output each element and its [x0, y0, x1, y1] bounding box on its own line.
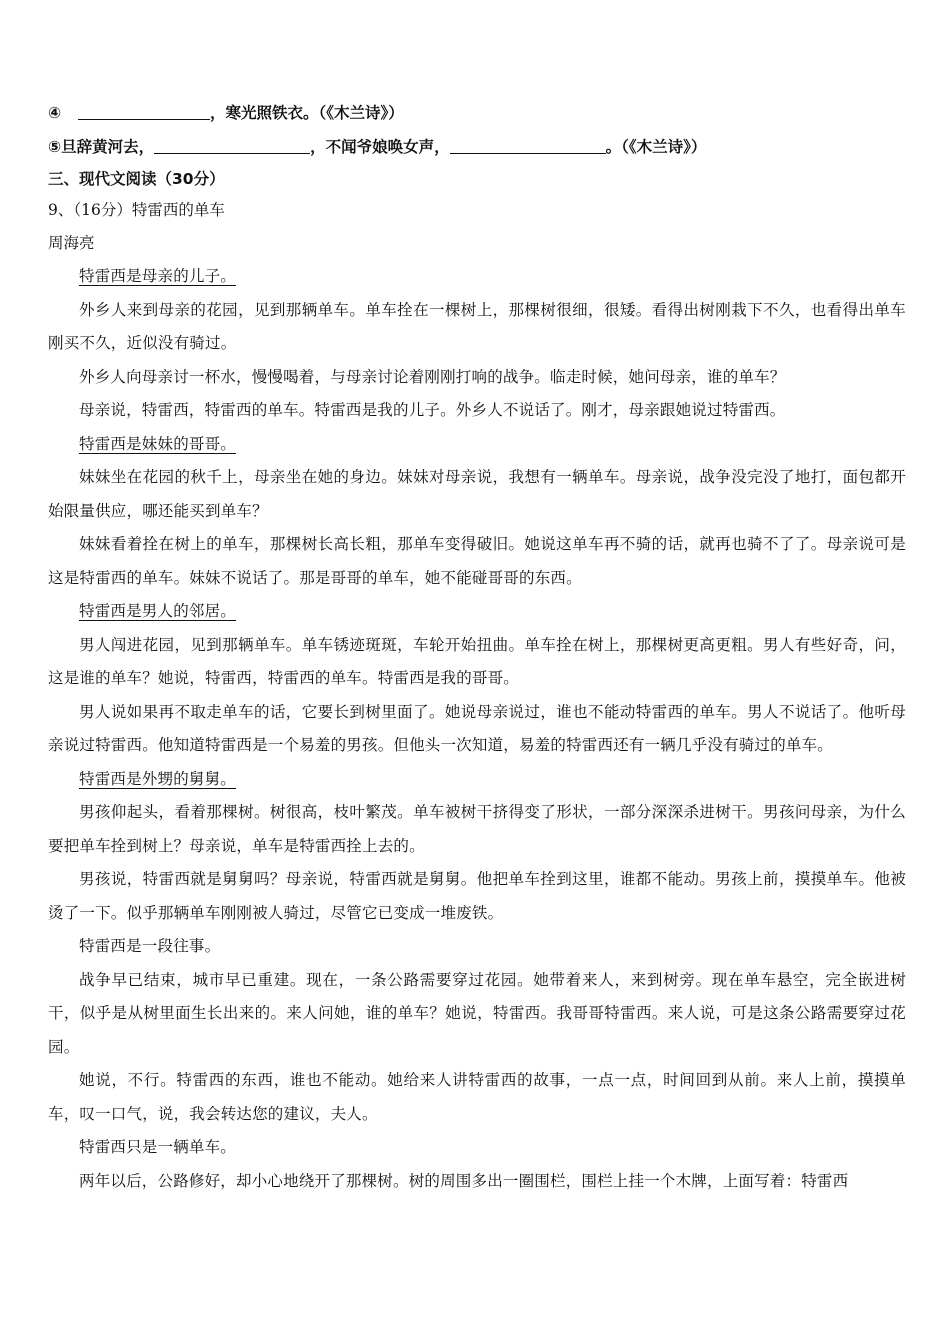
line-text: ，寒光照铁衣。（《木兰诗》）: [210, 104, 404, 122]
story-paragraph: 男人闯进花园，见到那辆单车。单车锈迹斑斑，车轮开始扭曲。单车拴在树上，那棵树更高更粗。男人有些好奇，问，这是谁的单车？她说，特雷西，特雷西的单车。特雷西是我的哥哥。: [48, 635, 906, 687]
story-paragraph: 两年以后，公路修好，却小心地绕开了那棵树。树的周围多出一圈围栏，围栏上挂一个木牌，上面写着：特雷西: [79, 1171, 849, 1190]
story-paragraph: 外乡人来到母亲的花园，见到那辆单车。单车拴在一棵树上，那棵树很细，很矮。看得出树刚栽下不久，也看得出单车刚买不久，近似没有骑过。: [48, 300, 906, 352]
story-paragraph: 特雷西是一段往事。: [79, 937, 221, 955]
subheading-text: 特雷西是母亲的儿子。: [79, 267, 237, 285]
document-page: [48, 96, 906, 1198]
line-text: ⑤旦辞黄河去，: [48, 138, 155, 156]
answer-blank[interactable]: [450, 135, 606, 154]
story-paragraph: 外乡人向母亲讨一杯水，慢慢喝着，与母亲讨论着刚刚打响的战争。临走时候，她问母亲，谁的单车？: [79, 367, 786, 386]
subheading-text: 特雷西是外甥的舅舅。: [79, 769, 237, 788]
author-name: 周海亮: [48, 234, 95, 252]
line-text: ，不闻爷娘唤女声，: [310, 138, 450, 156]
subheading-text: 特雷西是男人的邻居。: [79, 602, 237, 620]
fill-in-line-5: [48, 130, 906, 164]
line-text: 。（《木兰诗》）: [605, 138, 707, 156]
section-subheading: [48, 428, 906, 462]
story-paragraph: 男孩说，特雷西就是舅舅吗？母亲说，特雷西就是舅舅。他把单车拴到这里，谁都不能动。男孩上前，摸摸单车。他被烫了一下。似乎那辆单车刚刚被人骑过，尽管它已变成一堆废铁。: [48, 870, 906, 922]
story-body: [48, 260, 906, 1198]
story-paragraph: 男人说如果再不取走单车的话，它要长到树里面了。她说母亲说过，谁也不能动特雷西的单车。男人不说话了。他听母亲说过特雷西。他知道特雷西是一个易羞的男孩。但他头一次知道，易羞的特雷西还有一辆几乎没有骑过的单车。: [48, 702, 906, 754]
story-paragraph: 她说，不行。特雷西的东西，谁也不能动。她给来人讲特雷西的故事，一点一点，时间回到从前。来人上前，摸摸单车，叹一口气，说，我会转达您的建议，夫人。: [48, 1071, 906, 1123]
story-paragraph: 妹妹坐在花园的秋千上，母亲坐在她的身边。妹妹对母亲说，我想有一辆单车。母亲说，战争没完没了地打，面包都开始限量供应，哪还能买到单车？: [48, 468, 906, 520]
answer-blank[interactable]: [154, 135, 310, 154]
section-subheading: [48, 260, 906, 294]
story-paragraph: 母亲说，特雷西，特雷西的单车。特雷西是我的儿子。外乡人不说话了。刚才，母亲跟她说过特雷西。: [79, 401, 786, 419]
story-paragraph: 妹妹看着拴在树上的单车，那棵树长高长粗，那单车变得破旧。她说这单车再不骑的话，就再也骑不了了。母亲说可是这是特雷西的单车。妹妹不说话了。那是哥哥的单车，她不能碰哥哥的东西。: [48, 535, 906, 587]
section-title: 三、现代文阅读（30分）: [48, 170, 225, 188]
story-paragraph: 战争早已结束，城市早已重建。现在，一条公路需要穿过花园。她带着来人，来到树旁。现在单车悬空，完全嵌进树干，似乎是从树里面生长出来的。来人问她，谁的单车？她说，特雷西。我哥哥特雷西。来人说，可是这条公路需要穿过花园。: [48, 970, 906, 1056]
answer-blank[interactable]: [78, 101, 210, 120]
section-subheading: [48, 763, 906, 797]
question-label: 9、（16分）特雷西的单车: [48, 201, 225, 219]
story-paragraph: 特雷西只是一辆单车。: [79, 1138, 237, 1156]
section-subheading: [48, 595, 906, 629]
story-paragraph: 男孩仰起头，看着那棵树。树很高，枝叶繁茂。单车被树干挤得变了形状，一部分深深杀进树干。男孩问母亲，为什么要把单车拴到树上？母亲说，单车是特雷西拴上去的。: [48, 803, 906, 855]
subheading-text: 特雷西是妹妹的哥哥。: [79, 434, 237, 453]
item-marker: ④: [48, 104, 62, 122]
fill-in-line-4: [48, 96, 906, 130]
